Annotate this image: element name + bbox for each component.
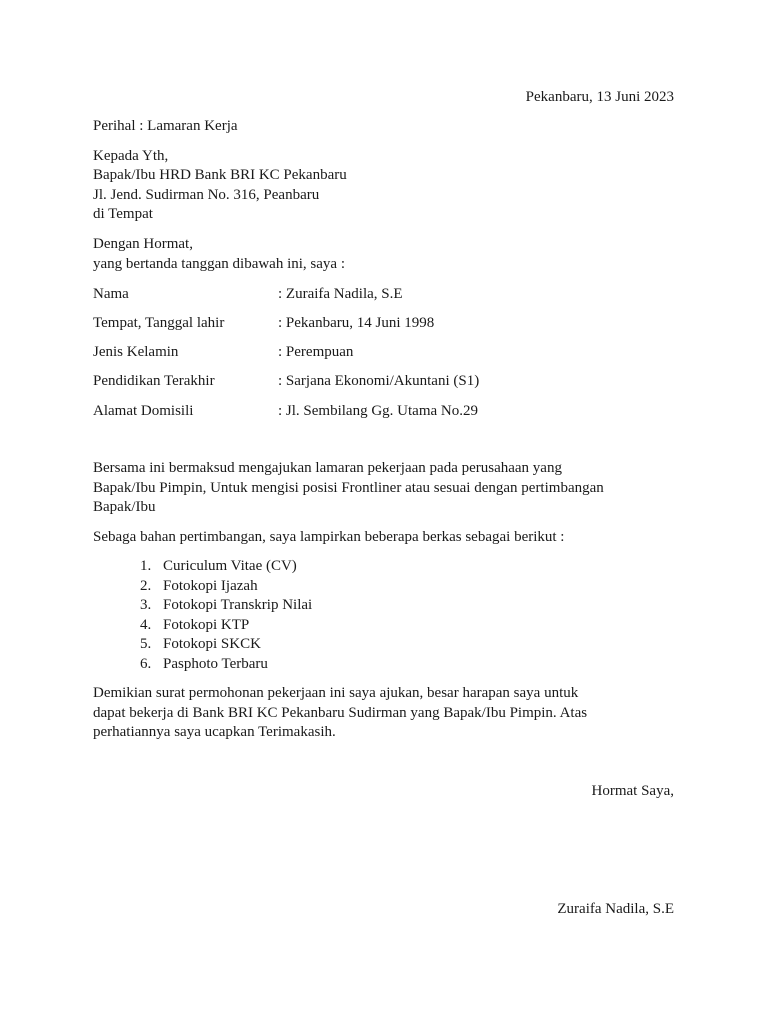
greeting: Dengan Hormat,	[93, 236, 193, 252]
identity-label-education: Pendidikan Terakhir	[93, 373, 215, 389]
attachment-item: Curiculum Vitae (CV)	[163, 558, 297, 574]
recipient-line-1: Kepada Yth,	[93, 148, 169, 164]
attachment-item: Fotokopi KTP	[163, 617, 250, 633]
sign-off: Hormat Saya,	[591, 783, 674, 799]
attachment-number: 1.	[140, 558, 152, 574]
identity-value-birth: : Pekanbaru, 14 Juni 1998	[278, 315, 435, 331]
closing-line-1: Demikian surat permohonan pekerjaan ini saya ajukan, besar harapan saya untuk	[93, 685, 579, 701]
intro-line: yang bertanda tanggan dibawah ini, saya :	[93, 256, 345, 272]
attachment-number: 2.	[140, 578, 152, 594]
attachment-item: Fotokopi SKCK	[163, 636, 261, 652]
identity-value-address: : Jl. Sembilang Gg. Utama No.29	[278, 403, 478, 419]
identity-label-name: Nama	[93, 286, 129, 302]
identity-value-name: : Zuraifa Nadila, S.E	[278, 286, 403, 302]
body-line-3: Bapak/Ibu	[93, 499, 156, 515]
closing-line-2: dapat bekerja di Bank BRI KC Pekanbaru Sudirman yang Bapak/Ibu Pimpin. Atas	[93, 705, 588, 721]
identity-label-gender: Jenis Kelamin	[93, 344, 179, 360]
closing-line-3: perhatiannya saya ucapkan Terimakasih.	[93, 724, 336, 740]
recipient-line-2: Bapak/Ibu HRD Bank BRI KC Pekanbaru	[93, 167, 347, 183]
attachment-number: 5.	[140, 636, 152, 652]
attachment-number: 4.	[140, 617, 152, 633]
letter-subject: Perihal : Lamaran Kerja	[93, 118, 238, 134]
signature-name: Zuraifa Nadila, S.E	[557, 901, 674, 917]
identity-value-gender: : Perempuan	[278, 344, 354, 360]
identity-label-address: Alamat Domisili	[93, 403, 194, 419]
body-line-2: Bapak/Ibu Pimpin, Untuk mengisi posisi Frontliner atau sesuai dengan pertimbangan	[93, 480, 604, 496]
attachment-item: Fotokopi Ijazah	[163, 578, 258, 594]
letter-date: Pekanbaru, 13 Juni 2023	[525, 89, 674, 105]
recipient-line-4: di Tempat	[93, 206, 153, 222]
attachment-item: Fotokopi Transkrip Nilai	[163, 597, 313, 613]
body-line-1: Bersama ini bermaksud mengajukan lamaran pekerjaan pada perusahaan yang	[93, 460, 562, 476]
recipient-line-3: Jl. Jend. Sudirman No. 316, Peanbaru	[93, 187, 320, 203]
attachment-number: 3.	[140, 597, 152, 613]
attachment-number: 6.	[140, 656, 152, 672]
attachments-intro: Sebaga bahan pertimbangan, saya lampirkan beberapa berkas sebagai berikut :	[93, 529, 565, 545]
identity-value-education: : Sarjana Ekonomi/Akuntani (S1)	[278, 373, 480, 389]
identity-label-birth: Tempat, Tanggal lahir	[93, 315, 225, 331]
attachment-item: Pasphoto Terbaru	[163, 656, 268, 672]
